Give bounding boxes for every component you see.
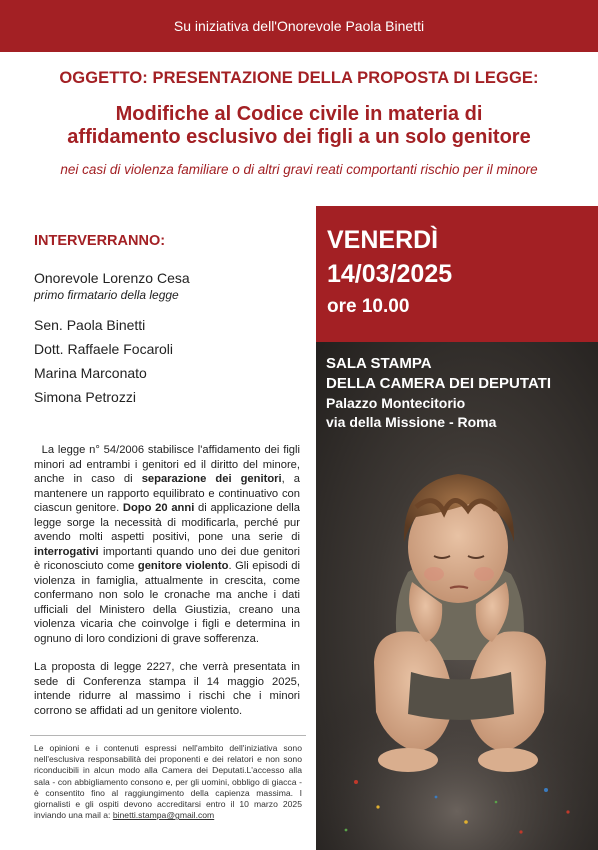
event-day: VENERDÌ	[327, 226, 439, 254]
speaker-item: Sen. Paola Binetti	[34, 317, 146, 333]
body-paragraph-1	[34, 443, 300, 646]
title-line-2: affidamento esclusivo dei figli a un solo genitore	[67, 126, 531, 148]
page-title	[0, 103, 598, 149]
bold-span: Dopo 20 anni	[122, 502, 195, 514]
speaker-item: Dott. Raffaele Focaroli	[34, 341, 174, 357]
venue-line: SALA STAMPA	[326, 355, 432, 372]
text-span: , a mantenere un rapporto equilibrato e continuativo con ciascun genitore.	[34, 473, 300, 514]
lead-speaker-role: primo firmatario della legge	[34, 288, 179, 302]
speaker-item: Simona Petrozzi	[34, 389, 136, 405]
bold-span: genitore violento	[137, 560, 229, 572]
subject-heading: OGGETTO: PRESENTAZIONE DELLA PROPOSTA DI LEGGE:	[59, 69, 539, 87]
initiative-text: Su iniziativa dell'Onorevole Paola Binetti	[173, 18, 425, 34]
title-line-1: Modifiche al Codice civile in materia di	[115, 103, 483, 125]
header-bar	[0, 0, 598, 52]
lead-speaker-name: Onorevole Lorenzo Cesa	[34, 270, 190, 286]
page-subtitle: nei casi di violenza familiare o di altri gravi reati comportanti rischio per il minore	[60, 162, 538, 177]
disclaimer	[34, 743, 302, 821]
body-text	[34, 443, 300, 718]
bold-span: interrogativi	[34, 545, 99, 558]
text-span: . Gli episodi di violenza in famiglia, attualmente in crescita, come confermano non solo le cronache ma anche i dati ufficiali del Ministero della Giustizia, creano una violenza vicaria che coinvolge i figli e determina in ognuno di loro condizioni di grave sofferenza.	[34, 560, 300, 645]
event-time: ore 10.00	[327, 296, 410, 317]
venue-line: DELLA CAMERA DEI DEPUTATI	[326, 375, 551, 392]
text-span: di applicazione della legge sorge la necessità di modificarla, perché pur avendo molti aspetti positivi, pone una serie di	[34, 502, 300, 543]
speakers-heading: INTERVERRANNO:	[34, 233, 166, 249]
event-date-panel	[316, 206, 598, 342]
venue-line: Palazzo Montecitorio	[326, 395, 466, 411]
speakers-section	[34, 233, 304, 412]
divider	[30, 735, 306, 736]
speaker-item: Marina Marconato	[34, 365, 147, 381]
disclaimer-text: Le opinioni e i contenuti espressi nell'ambito dell'iniziativa sono nell'esclusiva responsabilità dei proponenti e dei relatori e non sono riconducibili in alcun modo alla Camera dei Deputati.L'accesso alla sala - con abbigliamento consono e, per gli uomini, obbligo di giacca - è consentito fino al raggiungimento della capienza massima. I giornalisti e gli ospiti devono accreditarsi entro il 10 marzo 2025 inviando una mail a:	[34, 743, 302, 821]
text-span: La legge n° 54/2006 stabilisce l'affidamento dei figli minori ad entrambi i genitori ed il diritto del minore, anche in caso di	[34, 444, 300, 485]
event-date: 14/03/2025	[327, 260, 453, 288]
venue-line: via della Missione - Roma	[326, 414, 497, 430]
speaker-list	[34, 316, 304, 412]
body-paragraph-2: La proposta di legge 2227, che verrà presentata in sede di Conferenza stampa il 14 maggio 2025, intende ridurre al massimo i rischi che i minori corrono se affidati ad un genitore violento.	[34, 661, 300, 717]
bold-span: separazione dei genitori	[141, 473, 282, 485]
contact-email: binetti.stampa@gmail.com	[112, 810, 215, 821]
venue-block	[326, 354, 551, 432]
text-span: importanti quando uno dei due genitori è riconosciuto come	[34, 545, 300, 572]
event-photo-panel	[316, 342, 598, 850]
